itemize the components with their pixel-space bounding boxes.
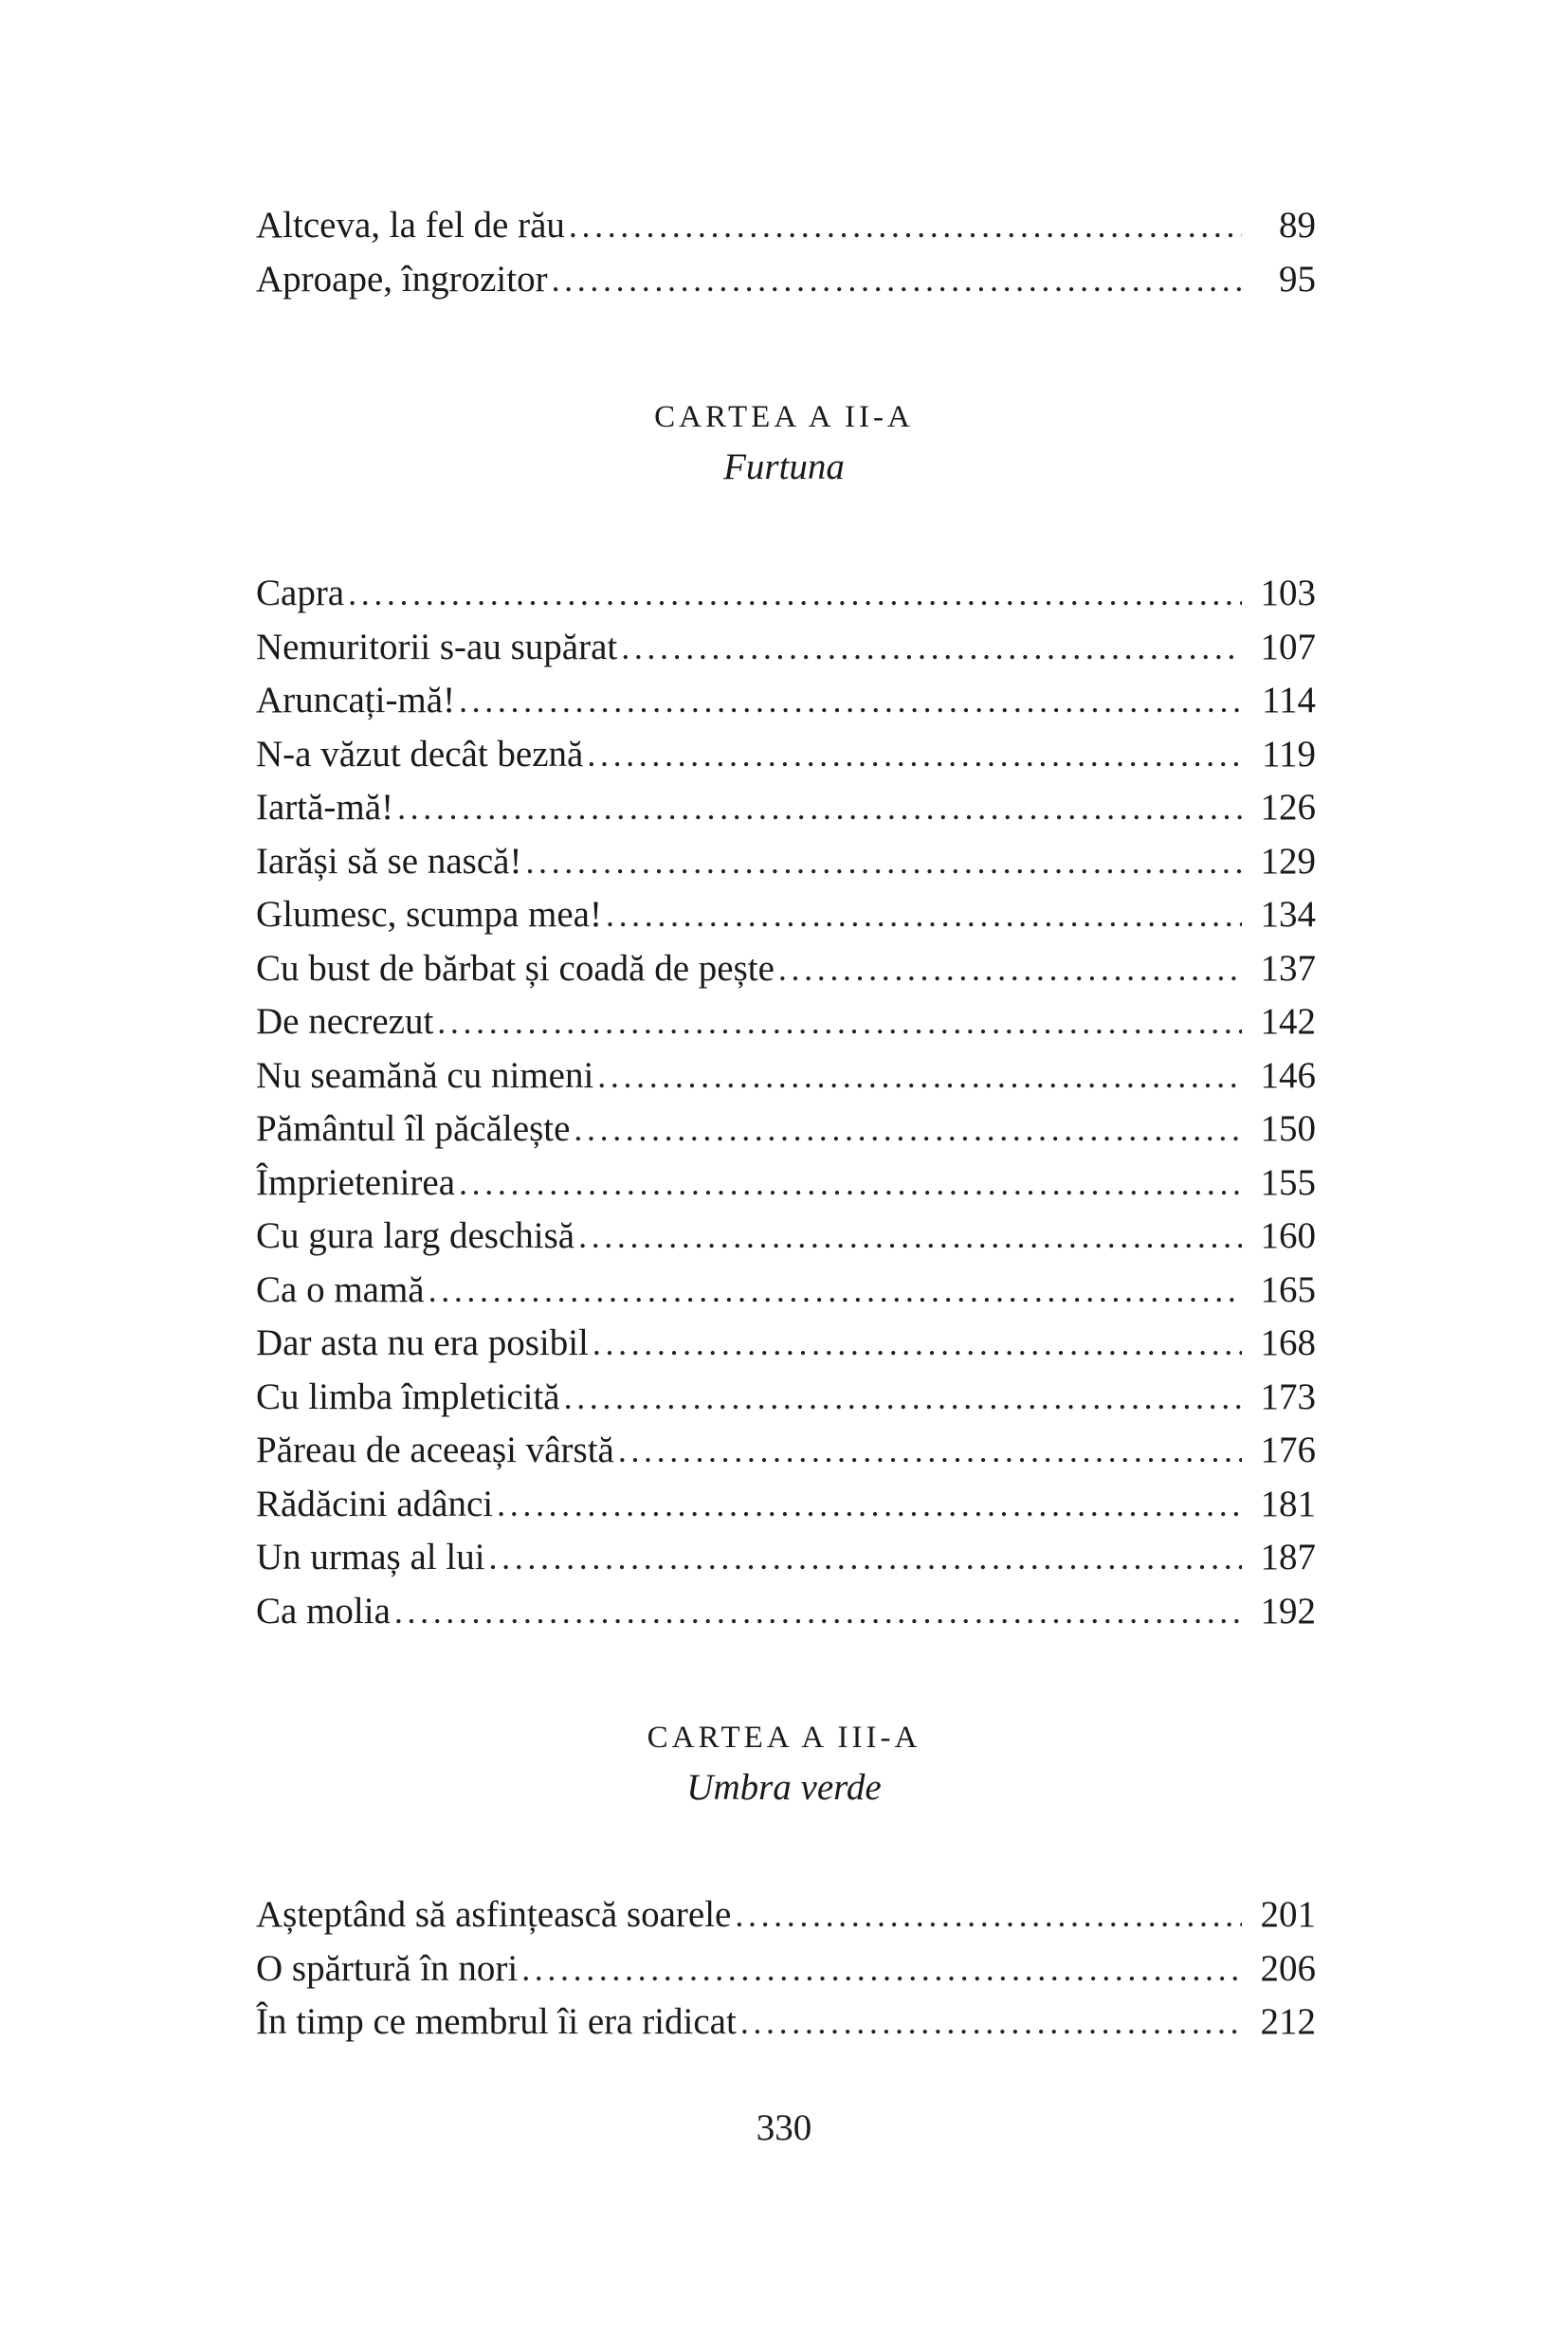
toc-entry-title: Iartă-mă! bbox=[256, 787, 394, 828]
section-subtitle: Furtuna bbox=[723, 447, 845, 487]
section-heading-book3 bbox=[0, 1714, 1568, 1814]
toc-entry-title: Aproape, îngrozitor bbox=[256, 258, 548, 300]
toc-entry bbox=[256, 1888, 1316, 1942]
toc-entry-page: 176 bbox=[1260, 1430, 1316, 1470]
toc-entry bbox=[256, 942, 1316, 996]
toc-entry-title: O spărtură în nori bbox=[256, 1947, 519, 1989]
toc-entry-title: Altceva, la fel de rău bbox=[256, 205, 565, 246]
dot-leader bbox=[569, 199, 1242, 253]
toc-entry bbox=[256, 1424, 1316, 1478]
toc-entry-title: De necrezut bbox=[256, 1001, 434, 1042]
dot-leader bbox=[437, 995, 1242, 1049]
toc-entry-page: 137 bbox=[1260, 947, 1316, 989]
toc-entry-page: 114 bbox=[1261, 680, 1316, 720]
dot-leader bbox=[735, 1888, 1242, 1942]
section-heading-book2 bbox=[0, 393, 1568, 494]
toc-entry-page: 201 bbox=[1260, 1894, 1316, 1935]
page-number: 330 bbox=[756, 2107, 812, 2148]
toc-entry-title: Capra bbox=[256, 573, 345, 613]
toc-entry bbox=[256, 1531, 1316, 1585]
toc-entry-page: 126 bbox=[1260, 787, 1316, 828]
dot-leader bbox=[489, 1531, 1242, 1585]
dot-leader bbox=[459, 674, 1242, 728]
toc-entry bbox=[256, 1942, 1316, 1996]
toc-entry-page: 95 bbox=[1279, 258, 1316, 300]
toc-entry bbox=[256, 253, 1316, 307]
toc-entry bbox=[256, 1371, 1316, 1425]
dot-leader bbox=[778, 942, 1242, 996]
dot-leader bbox=[618, 1424, 1242, 1478]
toc-entry bbox=[256, 728, 1316, 782]
toc-entry bbox=[256, 995, 1316, 1049]
toc-entry-title: Aruncați-mă! bbox=[256, 680, 456, 720]
dot-leader bbox=[740, 1996, 1242, 2050]
toc-entry-title: Cu bust de bărbat și coadă de pește bbox=[256, 947, 775, 989]
dot-leader bbox=[459, 1157, 1242, 1211]
dot-leader bbox=[348, 567, 1242, 621]
toc-entry-page: 192 bbox=[1260, 1590, 1316, 1631]
dot-leader bbox=[397, 781, 1242, 835]
toc-entry-title: Cu limba împleticită bbox=[256, 1376, 560, 1417]
toc-list-book2 bbox=[256, 567, 1316, 1638]
toc-entry bbox=[256, 1264, 1316, 1318]
toc-list-book3 bbox=[256, 1888, 1316, 2050]
toc-entry-title: În timp ce membrul îi era ridicat bbox=[256, 2001, 737, 2042]
toc-entry-title: Nemuritorii s-au supărat bbox=[256, 626, 618, 667]
toc-entry-page: 146 bbox=[1260, 1054, 1316, 1096]
dot-leader bbox=[521, 1942, 1242, 1996]
dot-leader bbox=[564, 1371, 1242, 1425]
toc-entry bbox=[256, 781, 1316, 835]
toc-entry-title: Rădăcini adânci bbox=[256, 1483, 494, 1524]
toc-entry-page: 107 bbox=[1260, 626, 1316, 667]
toc-entry bbox=[256, 1478, 1316, 1532]
toc-entry-page: 168 bbox=[1260, 1322, 1316, 1363]
toc-entry-page: 187 bbox=[1260, 1537, 1316, 1577]
section-subtitle: Umbra verde bbox=[686, 1767, 882, 1808]
dot-leader bbox=[606, 888, 1242, 942]
toc-entry-title: Ca o mamă bbox=[256, 1268, 425, 1310]
toc-entry-title: Ca molia bbox=[256, 1590, 391, 1631]
toc-entry-title: Glumesc, scumpa mea! bbox=[256, 894, 602, 935]
toc-entry-page: 160 bbox=[1260, 1215, 1316, 1256]
toc-entry-title: Dar asta nu era posibil bbox=[256, 1322, 589, 1363]
toc-entry bbox=[256, 1996, 1316, 2050]
toc-entry bbox=[256, 567, 1316, 621]
toc-entry-page: 150 bbox=[1260, 1108, 1316, 1149]
toc-entry-page: 142 bbox=[1260, 1001, 1316, 1042]
toc-entry bbox=[256, 621, 1316, 675]
toc-entry bbox=[256, 199, 1316, 253]
toc-entry-title: Pământul îl păcălește bbox=[256, 1108, 571, 1149]
toc-list-top bbox=[256, 199, 1316, 306]
dot-leader bbox=[525, 835, 1242, 889]
toc-entry-title: Împrietenirea bbox=[256, 1161, 456, 1203]
toc-entry-page: 165 bbox=[1260, 1268, 1316, 1310]
toc-entry bbox=[256, 1157, 1316, 1211]
dot-leader bbox=[574, 1103, 1242, 1157]
toc-entry-page: 119 bbox=[1261, 733, 1316, 775]
dot-leader bbox=[587, 728, 1242, 782]
toc-entry-title: Cu gura larg deschisă bbox=[256, 1215, 575, 1256]
toc-entry bbox=[256, 1210, 1316, 1264]
dot-leader bbox=[497, 1478, 1242, 1532]
toc-entry bbox=[256, 888, 1316, 942]
dot-leader bbox=[578, 1210, 1242, 1264]
toc-entry-title: Nu seamănă cu nimeni bbox=[256, 1054, 594, 1096]
toc-entry-title: Iarăși să se nască! bbox=[256, 840, 522, 882]
toc-entry-page: 212 bbox=[1260, 2001, 1316, 2042]
toc-entry-title: Păreau de aceeași vârstă bbox=[256, 1430, 614, 1470]
toc-entry bbox=[256, 1317, 1316, 1371]
toc-entry bbox=[256, 835, 1316, 889]
dot-leader bbox=[621, 621, 1242, 675]
toc-entry-title: N-a văzut decât beznă bbox=[256, 733, 584, 775]
toc-entry bbox=[256, 1049, 1316, 1103]
dot-leader bbox=[428, 1264, 1242, 1318]
toc-entry bbox=[256, 1103, 1316, 1157]
toc-entry-page: 155 bbox=[1260, 1161, 1316, 1203]
toc-entry-page: 129 bbox=[1260, 840, 1316, 882]
section-label: CARTEA A II-A bbox=[654, 400, 914, 434]
dot-leader bbox=[593, 1317, 1242, 1371]
toc-entry-title: Un urmaș al lui bbox=[256, 1537, 485, 1577]
toc-entry-page: 206 bbox=[1260, 1947, 1316, 1989]
dot-leader bbox=[394, 1585, 1242, 1639]
toc-entry bbox=[256, 674, 1316, 728]
section-label: CARTEA A III-A bbox=[647, 1721, 921, 1755]
toc-entry-page: 89 bbox=[1279, 205, 1316, 246]
dot-leader bbox=[552, 253, 1242, 307]
dot-leader bbox=[597, 1049, 1242, 1103]
toc-entry-page: 181 bbox=[1260, 1483, 1316, 1524]
toc-entry-page: 134 bbox=[1260, 894, 1316, 935]
toc-entry-page: 173 bbox=[1260, 1376, 1316, 1417]
toc-entry-page: 103 bbox=[1260, 573, 1316, 613]
toc-entry-title: Așteptând să asfințească soarele bbox=[256, 1894, 732, 1935]
toc-entry bbox=[256, 1585, 1316, 1639]
